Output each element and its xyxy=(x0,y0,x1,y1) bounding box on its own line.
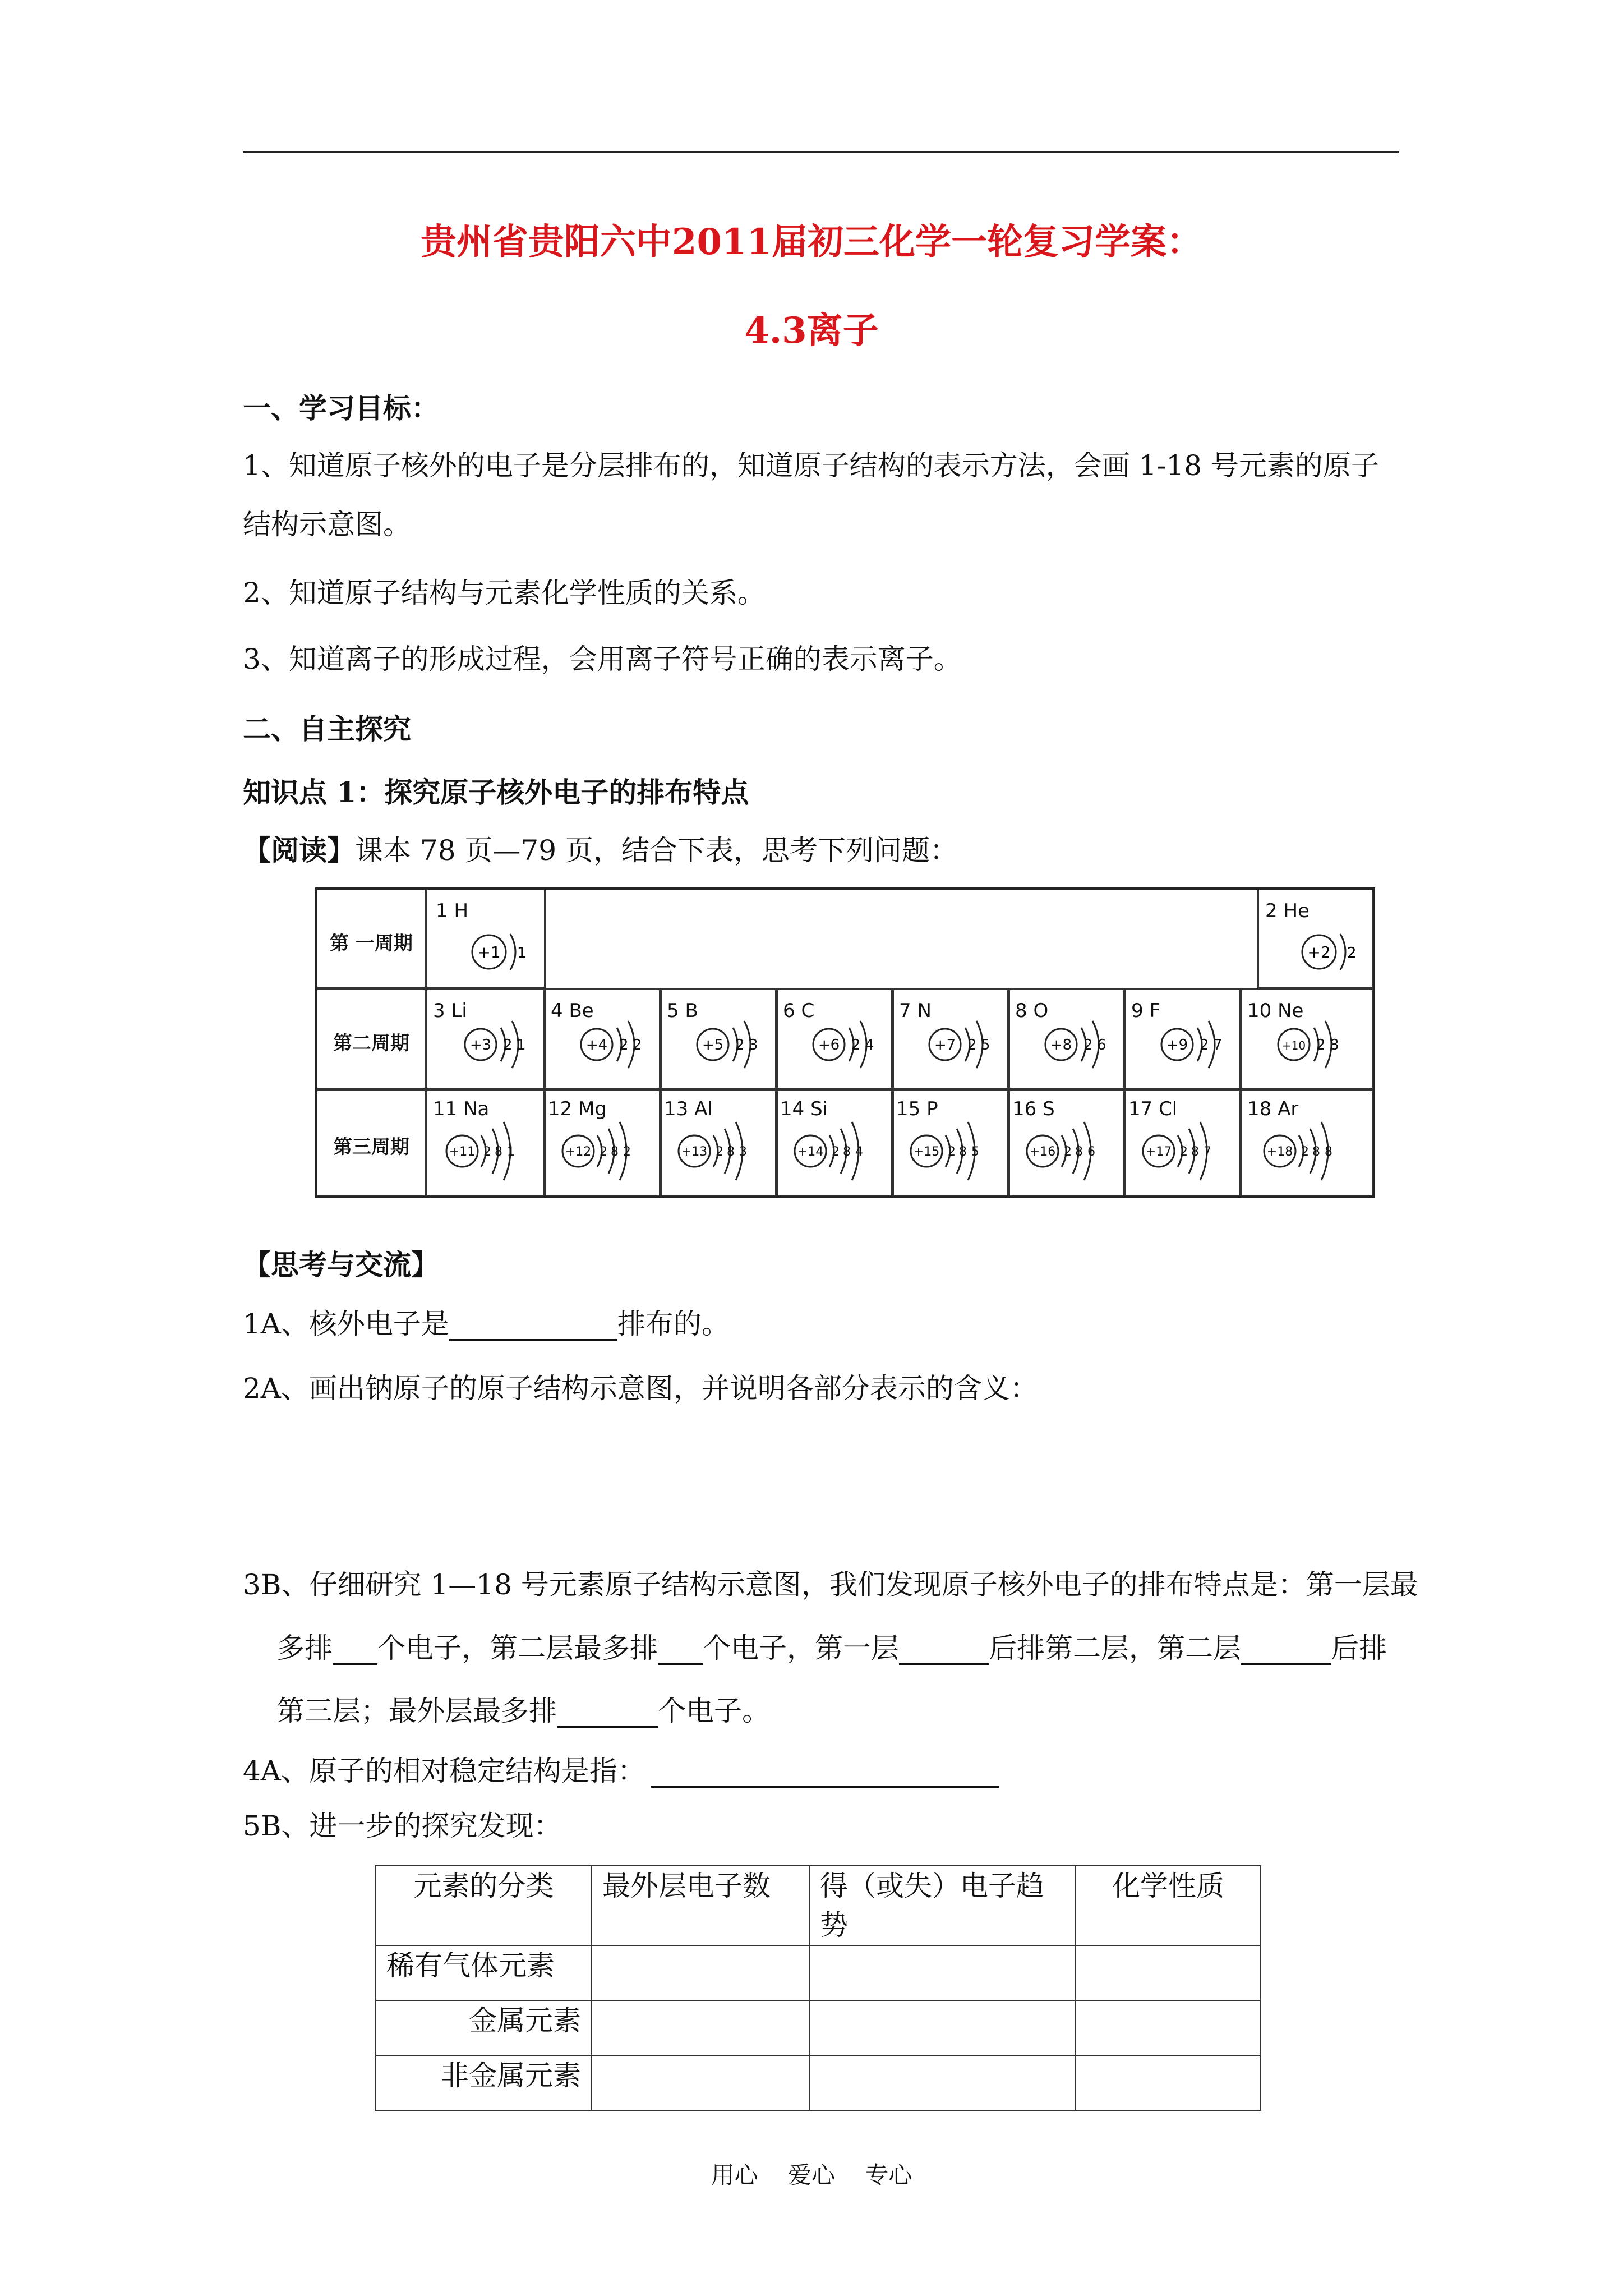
q3-blank-5[interactable] xyxy=(557,1698,658,1728)
knowledge-point-1: 知识点 1：探究原子核外电子的排布特点 xyxy=(243,776,749,809)
table-header-cell: 化学性质 xyxy=(1076,1866,1261,1945)
svg-text:8: 8 xyxy=(1191,1145,1199,1159)
section2-heading: 二、自主探究 xyxy=(243,712,411,746)
svg-text:6: 6 xyxy=(1087,1145,1095,1159)
element-symbol: 8 O xyxy=(1015,1000,1049,1022)
svg-text:+2: +2 xyxy=(1307,943,1331,961)
element-symbol: 18 Ar xyxy=(1247,1098,1299,1120)
read-line xyxy=(243,834,958,867)
period-3-label: 第三周期 xyxy=(333,1136,409,1158)
goal1-line1: 1、知道原子核外的电子是分层排布的，知道原子结构的表示方法，会画 1-18 号元素的原子 xyxy=(243,449,1379,482)
element-symbol: 14 Si xyxy=(780,1098,828,1120)
question-5B: 5B、进一步的探究发现： xyxy=(243,1810,562,1842)
question-1A xyxy=(243,1307,730,1341)
table-cell[interactable] xyxy=(1076,2000,1261,2055)
svg-text:2: 2 xyxy=(633,1037,642,1053)
table-row xyxy=(376,1945,1261,2000)
svg-text:6: 6 xyxy=(1097,1037,1106,1053)
svg-text:+15: +15 xyxy=(913,1145,940,1159)
table-row-label: 稀有气体元素 xyxy=(376,1945,592,2000)
element-symbol: 9 F xyxy=(1131,1000,1160,1022)
svg-text:2: 2 xyxy=(1316,1037,1326,1053)
q3-blank-3[interactable] xyxy=(899,1635,989,1665)
q1-text-before: 1A、核外电子是 xyxy=(243,1308,449,1340)
table-cell[interactable] xyxy=(809,1945,1076,2000)
element-symbol: 10 Ne xyxy=(1247,1000,1304,1022)
svg-text:2: 2 xyxy=(503,1037,513,1053)
think-heading: 【思考与交流】 xyxy=(243,1248,439,1281)
svg-text:+9: +9 xyxy=(1166,1037,1188,1053)
svg-text:+8: +8 xyxy=(1050,1037,1072,1053)
svg-text:7: 7 xyxy=(1204,1145,1211,1159)
svg-text:+18: +18 xyxy=(1266,1145,1293,1159)
element-symbol: 15 P xyxy=(896,1098,938,1120)
question-2A: 2A、画出钠原子的原子结构示意图，并说明各部分表示的含义： xyxy=(243,1372,1038,1405)
table-cell[interactable] xyxy=(592,1945,809,2000)
table-cell[interactable] xyxy=(592,2055,809,2110)
q3-text: 第三层；最外层最多排 xyxy=(276,1695,557,1727)
svg-text:+7: +7 xyxy=(934,1037,956,1053)
svg-text:2: 2 xyxy=(1180,1145,1188,1159)
period-1-label: 第 一周期 xyxy=(330,932,413,955)
question-3B-line1: 3B、仔细研究 1—18 号元素原子结构示意图，我们发现原子核外电子的排布特点是：第一层最 xyxy=(243,1568,1418,1601)
table-row xyxy=(376,2055,1261,2110)
element-symbol: 11 Na xyxy=(433,1098,490,1120)
goal1-line2: 结构示意图。 xyxy=(243,508,411,541)
table-row-label: 金属元素 xyxy=(376,2000,592,2055)
element-symbol: 4 Be xyxy=(551,1000,594,1022)
svg-text:8: 8 xyxy=(495,1145,502,1159)
period-2-label: 第二周期 xyxy=(333,1032,409,1055)
svg-text:+6: +6 xyxy=(818,1037,840,1053)
electron-shell-figure xyxy=(315,887,1374,1197)
svg-text:+13: +13 xyxy=(681,1145,708,1159)
element-symbol: 3 Li xyxy=(433,1000,467,1022)
svg-text:+4: +4 xyxy=(585,1037,608,1053)
svg-text:+1: +1 xyxy=(477,943,501,961)
table-cell[interactable] xyxy=(809,2055,1076,2110)
svg-text:2: 2 xyxy=(1301,1145,1309,1159)
svg-text:+5: +5 xyxy=(702,1037,724,1053)
svg-text:5: 5 xyxy=(971,1145,979,1159)
q3-blank-2[interactable] xyxy=(658,1635,703,1665)
svg-text:+14: +14 xyxy=(797,1145,824,1159)
element-classification-table xyxy=(375,1865,1261,2111)
svg-text:2: 2 xyxy=(1064,1145,1072,1159)
page-subtitle: 4.3离子 xyxy=(744,310,879,352)
svg-text:3: 3 xyxy=(749,1037,758,1053)
svg-text:+12: +12 xyxy=(565,1145,592,1159)
svg-text:2: 2 xyxy=(851,1037,861,1053)
svg-text:+17: +17 xyxy=(1145,1145,1172,1159)
svg-text:7: 7 xyxy=(1213,1037,1223,1053)
svg-text:8: 8 xyxy=(611,1145,619,1159)
svg-text:4: 4 xyxy=(855,1145,863,1159)
svg-text:8: 8 xyxy=(1312,1145,1320,1159)
table-header-row xyxy=(376,1866,1261,1945)
q3-blank-1[interactable] xyxy=(333,1635,377,1665)
q4-answer-blank[interactable] xyxy=(651,1758,999,1788)
svg-text:2: 2 xyxy=(600,1145,607,1159)
section1-heading: 一、学习目标： xyxy=(243,392,439,425)
element-symbol: 1 H xyxy=(436,900,469,922)
q3-blank-4[interactable] xyxy=(1241,1635,1331,1665)
question-3B-line2 xyxy=(276,1631,1387,1665)
svg-text:1: 1 xyxy=(517,1037,526,1053)
table-header-cell: 得（或失）电子趋势 xyxy=(809,1866,1076,1945)
table-row xyxy=(376,2000,1261,2055)
svg-text:8: 8 xyxy=(1075,1145,1083,1159)
goal3: 3、知道离子的形成过程，会用离子符号正确的表示离子。 xyxy=(243,643,962,675)
element-symbol: 6 C xyxy=(783,1000,815,1022)
svg-text:2: 2 xyxy=(1200,1037,1209,1053)
svg-text:8: 8 xyxy=(959,1145,967,1159)
svg-text:1: 1 xyxy=(517,945,527,961)
svg-text:3: 3 xyxy=(739,1145,747,1159)
element-symbol: 5 B xyxy=(667,1000,698,1022)
table-row-label: 非金属元素 xyxy=(376,2055,592,2110)
svg-text:1: 1 xyxy=(507,1145,515,1159)
svg-text:5: 5 xyxy=(981,1037,990,1053)
svg-text:2: 2 xyxy=(1347,945,1357,961)
q3-text: 个电子。 xyxy=(658,1695,770,1727)
q1-answer-blank[interactable] xyxy=(449,1311,617,1341)
q3-text: 后排第二层，第二层 xyxy=(989,1632,1241,1664)
svg-text:2: 2 xyxy=(967,1037,977,1053)
element-symbol: 7 N xyxy=(899,1000,932,1022)
svg-text:2: 2 xyxy=(619,1037,629,1053)
question-4A xyxy=(243,1754,999,1788)
element-symbol: 16 S xyxy=(1012,1098,1055,1120)
goal2: 2、知道原子结构与元素化学性质的关系。 xyxy=(243,577,766,609)
page-footer: 用心 爱心 专心 xyxy=(711,2161,912,2189)
element-symbol: 13 Al xyxy=(664,1098,713,1120)
svg-text:+10: +10 xyxy=(1281,1039,1306,1052)
element-symbol: 2 He xyxy=(1265,900,1310,922)
svg-text:2: 2 xyxy=(483,1145,491,1159)
svg-text:2: 2 xyxy=(735,1037,745,1053)
svg-text:2: 2 xyxy=(832,1145,840,1159)
svg-text:2: 2 xyxy=(1083,1037,1093,1053)
header-rule xyxy=(243,151,1399,153)
table-cell[interactable] xyxy=(809,2000,1076,2055)
read-text: 课本 78 页—79 页，结合下表，思考下列问题： xyxy=(355,834,958,867)
svg-text:4: 4 xyxy=(865,1037,874,1053)
table-cell[interactable] xyxy=(1076,1945,1261,2000)
table-cell[interactable] xyxy=(592,2000,809,2055)
svg-text:+11: +11 xyxy=(449,1145,476,1159)
q3-text: 多排 xyxy=(276,1632,333,1664)
figure-border xyxy=(315,887,1375,1198)
svg-text:8: 8 xyxy=(1325,1145,1332,1159)
q4-text: 4A、原子的相对稳定结构是指： xyxy=(243,1755,645,1787)
svg-text:2: 2 xyxy=(716,1145,723,1159)
svg-text:8: 8 xyxy=(843,1145,851,1159)
table-header-cell: 最外层电子数 xyxy=(592,1866,809,1945)
question-3B-line3 xyxy=(276,1694,770,1728)
element-symbol: 17 Cl xyxy=(1128,1098,1178,1120)
svg-text:+3: +3 xyxy=(469,1037,492,1053)
element-symbol: 12 Mg xyxy=(548,1098,607,1120)
svg-text:8: 8 xyxy=(727,1145,735,1159)
table-header-cell: 元素的分类 xyxy=(376,1866,592,1945)
read-tag: 【阅读】 xyxy=(243,834,355,867)
svg-text:2: 2 xyxy=(623,1145,631,1159)
svg-text:+16: +16 xyxy=(1029,1145,1056,1159)
q3-text: 后排 xyxy=(1331,1632,1387,1664)
svg-text:2: 2 xyxy=(948,1145,956,1159)
q1-text-after: 排布的。 xyxy=(617,1308,730,1340)
svg-text:8: 8 xyxy=(1330,1037,1339,1053)
q3-text: 个电子，第二层最多排 xyxy=(377,1632,658,1664)
table-cell[interactable] xyxy=(1076,2055,1261,2110)
q3-text: 个电子，第一层 xyxy=(703,1632,899,1664)
page-title: 贵州省贵阳六中2011届初三化学一轮复习学案： xyxy=(420,221,1203,263)
